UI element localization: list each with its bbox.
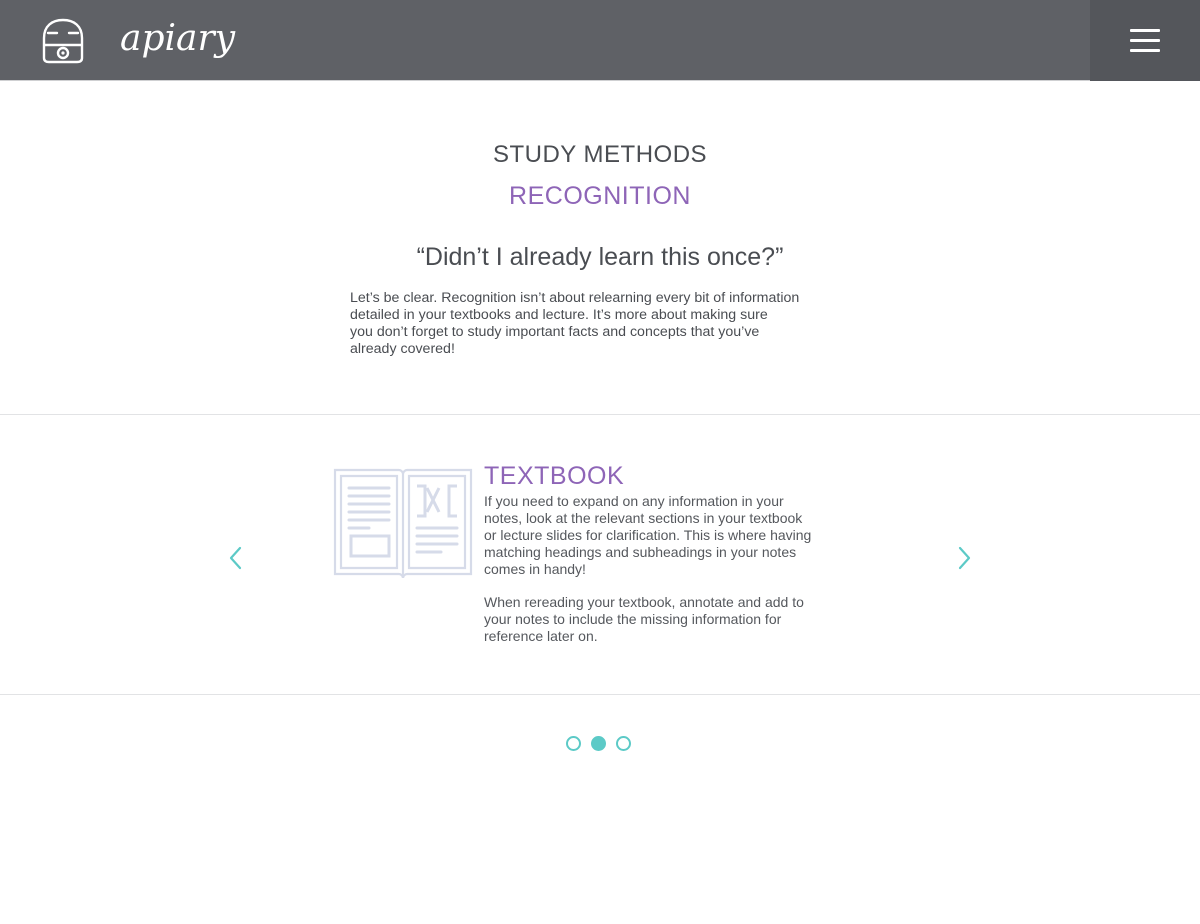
card-line: matching headings and subheadings in your notes xyxy=(484,544,797,560)
method-quote: “Didn’t I already learn this once?” xyxy=(416,243,784,271)
beehive-icon[interactable] xyxy=(36,14,90,66)
pagination-dot-1[interactable] xyxy=(566,736,581,751)
divider xyxy=(0,414,1200,415)
method-intro xyxy=(350,290,850,358)
brand-name: apiary xyxy=(120,18,236,59)
card-line: or lecture slides for clarification. This is where having xyxy=(484,527,812,543)
intro-line: you don’t forget to study important facts and concepts that you’ve xyxy=(350,324,760,340)
card-line: If you need to expand on any information in your xyxy=(484,493,784,509)
hamburger-line xyxy=(1130,49,1160,52)
menu-button[interactable] xyxy=(1090,0,1200,81)
hamburger-line xyxy=(1130,39,1160,42)
pagination-dot-3[interactable] xyxy=(616,736,631,751)
brand-logo[interactable] xyxy=(118,16,238,72)
card-title: TEXTBOOK xyxy=(484,462,625,490)
card-line: reference later on. xyxy=(484,628,598,644)
card-paragraph xyxy=(484,594,844,645)
carousel-pagination xyxy=(566,736,636,752)
card-line: your notes to include the missing information for xyxy=(484,611,782,627)
card-line: notes, look at the relevant sections in your textbook xyxy=(484,510,803,526)
chevron-left-icon[interactable] xyxy=(226,545,246,571)
card-line: When rereading your textbook, annotate and add to xyxy=(484,594,804,610)
pagination-dot-2[interactable] xyxy=(591,736,606,751)
chevron-right-icon[interactable] xyxy=(954,545,974,571)
hamburger-menu-icon xyxy=(1130,29,1160,32)
open-book-icon xyxy=(333,466,473,582)
section-title: STUDY METHODS xyxy=(492,141,708,168)
intro-line: already covered! xyxy=(350,341,455,357)
card-paragraph xyxy=(484,493,844,578)
card-line: comes in handy! xyxy=(484,561,586,577)
intro-line: detailed in your textbooks and lecture. It’s more about making sure xyxy=(350,307,768,323)
method-name: RECOGNITION xyxy=(509,182,691,210)
divider xyxy=(0,694,1200,695)
intro-line: Let’s be clear. Recognition isn’t about relearning every bit of information xyxy=(350,290,800,306)
top-nav-bar xyxy=(0,0,1200,81)
